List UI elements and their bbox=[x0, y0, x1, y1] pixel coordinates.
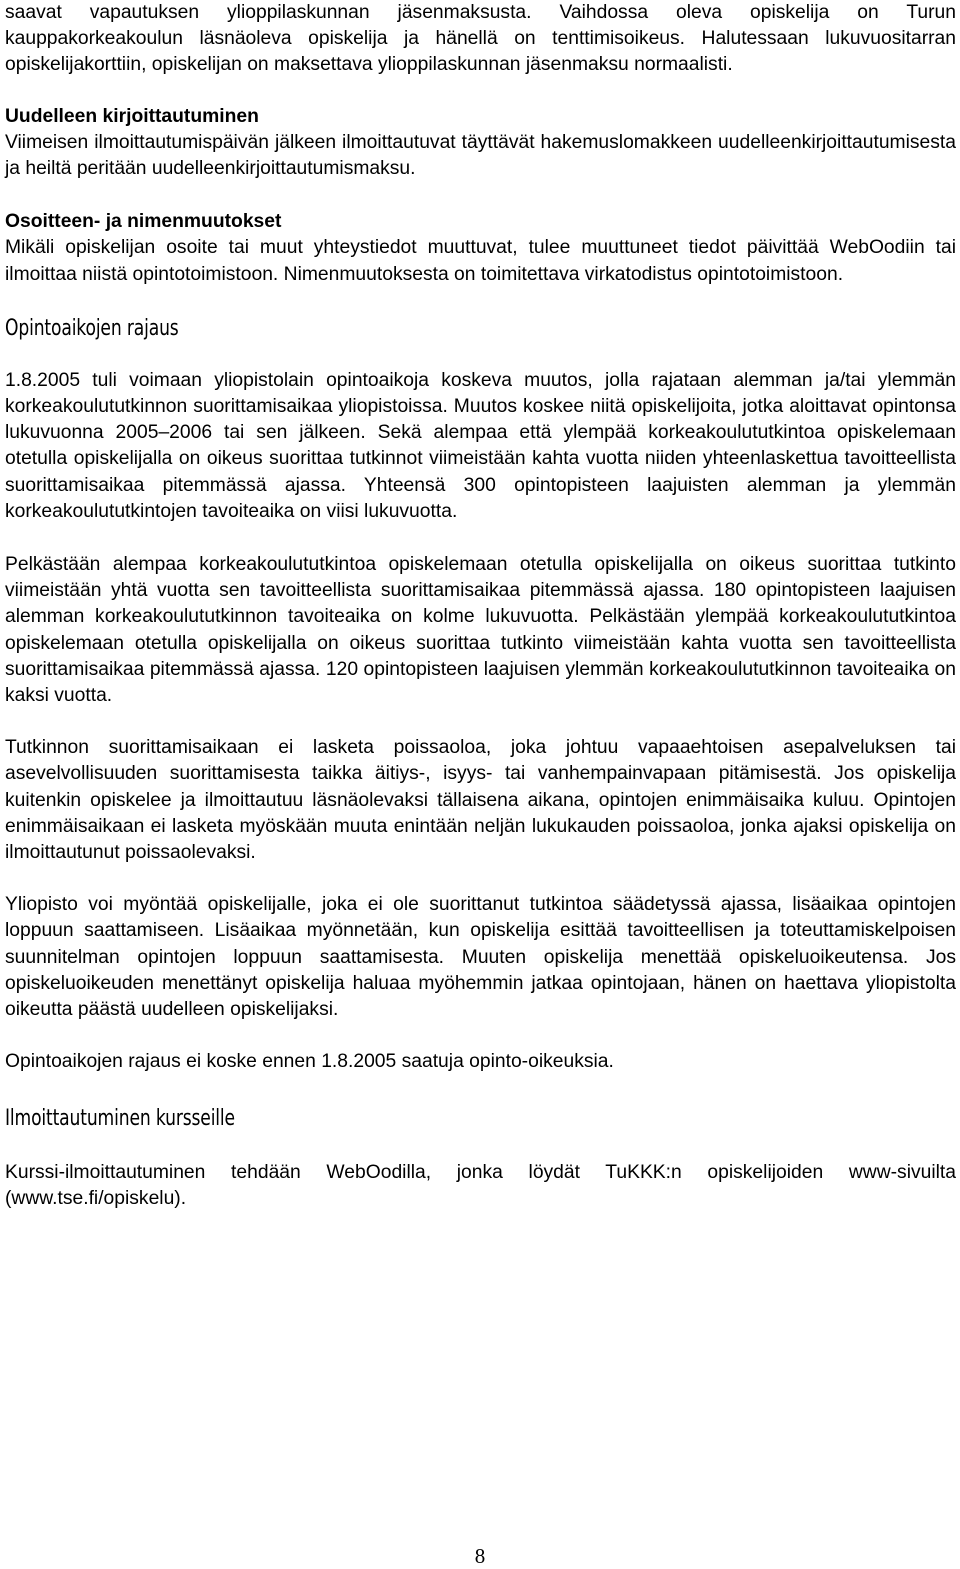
study-time-limits-paragraph-4: Yliopisto voi myöntää opiskelijalle, joka ei ole suorittanut tutkintoa säädetyssä ajassa, lisäaikaa opintojen loppuun saattamiseen. Lisäaikaa myönnetään, kun opiskelija esittää tavoitteellisen ja toteuttamiskelpoisen suunnitelman opintojen loppuun saattamisesta. Muuten opiskelija menettää opiskeluoikeutensa. Jos opiskeluoikeuden menettänyt opiskelija haluaa myöhemmin jatkaa opintojaan, hänen on haettava yliopistolta oikeutta päästä uudelleen opiskelijaksi. bbox=[5, 894, 956, 1021]
re-registration-body: Viimeisen ilmoittautumispäivän jälkeen ilmoittautuvat täyttävät hakemuslomakkeen uudelleenkirjoittautumisesta ja heiltä peritään uudelleenkirjoittautumismaksu. bbox=[5, 131, 956, 180]
study-time-limits-title: Opintoaikojen rajaus bbox=[5, 315, 179, 341]
course-registration-title: Ilmoittautuminen kursseille bbox=[5, 1105, 235, 1131]
study-time-limits-paragraph-3: Tutkinnon suorittamisaikaan ei lasketa poissaoloa, joka johtuu vapaaehtoisen asepalveluksen tai asevelvollisuuden suorittamisesta taikka äitiys-, isyys- tai vanhempainvapaan pitämisestä. Jos opiskelija kuitenkin opiskelee ja ilmoittautuu läsnäolevaksi tällaisena aikana, opintojen enimmäisaika kuluu. Opintojen enimmäisaikaan ei lasketa myöskään muuta enintään neljän lukukauden poissaoloa, jonka ajaksi opiskelija on ilmoittautunut poissaolevaksi. bbox=[5, 737, 956, 864]
study-time-limits-paragraph-1: 1.8.2005 tuli voimaan yliopistolain opintoaikoja koskeva muutos, jolla rajataan alemman ja/tai ylemmän korkeakoulututkinnon suorittamisaikaa yliopistoissa. Muutos koskee niitä opiskelijoita, jotka aloittavat opintonsa lukuvuonna 2005–2006 tai sen jälkeen. Sekä alempaa että ylempää korkeakoulututkintoa opiskelemaan otetulla opiskelijalla on oikeus suorittaa tutkinnot viimeistään kahta vuotta niiden yhteenlaskettua tavoitteellista suorittamisaikaa pitemmässä ajassa. Yhteensä 300 opintopisteen laajuisten alemman ja ylemmän korkeakoulututkintojen tavoiteaika on viisi lukuvuotta. bbox=[5, 369, 956, 522]
study-time-limits-paragraph-2: Pelkästään alempaa korkeakoulututkintoa opiskelemaan otetulla opiskelijalla on oikeus suorittaa tutkinto viimeistään yhtä vuotta sen tavoitteellista suorittamisaikaa pitemmässä ajassa. 180 opintopisteen laajuisen alemman korkeakoulututkinnon tavoiteaika on kolme lukuvuotta. Pelkästään ylempää korkeakoulututkintoa opiskelemaan otetulla opiskelijalla on oikeus suorittaa tutkinto viimeistään kahta vuotta sen tavoitteellista suorittamisaikaa pitemmässä ajassa. 120 opintopisteen laajuisen ylemmän korkeakoulututkinnon tavoiteaika on kaksi vuotta. bbox=[5, 554, 956, 707]
intro-paragraph: saavat vapautuksen ylioppilaskunnan jäsenmaksusta. Vaihdossa oleva opiskelija on Turun kauppakorkeakoulun läsnäoleva opiskelija ja hänellä on tenttimisoikeus. Halutessaan lukuvuositarran opiskelijakorttiin, opiskelijan on maksettava ylioppilaskunnan jäsenmaksu normaalisti. bbox=[5, 2, 956, 76]
course-registration-body: Kurssi-ilmoittautuminen tehdään WebOodilla, jonka löydät TuKKK:n opiskelijoiden www-sivuilta (www.tse.fi/opiskelu). bbox=[5, 1161, 956, 1209]
course-registration-section bbox=[5, 1104, 956, 1212]
re-registration-heading: Uudelleen kirjoittautuminen bbox=[5, 105, 259, 127]
study-time-limits-paragraph-5: Opintoaikojen rajaus ei koske ennen 1.8.2005 saatuja opinto-oikeuksia. bbox=[5, 1051, 614, 1073]
document-page bbox=[5, 0, 956, 1212]
page-number: 8 bbox=[474, 1544, 486, 1568]
study-time-limits-section bbox=[5, 314, 956, 1076]
re-registration-section bbox=[5, 104, 956, 183]
address-changes-heading: Osoitteen- ja nimenmuutokset bbox=[5, 211, 282, 233]
address-changes-section bbox=[5, 209, 956, 288]
address-changes-body: Mikäli opiskelijan osoite tai muut yhteystiedot muuttuvat, tulee muuttuneet tiedot päivittää WebOodiin tai ilmoittaa niistä opintotoimistoon. Nimenmuutoksesta on toimitettava virkatodistus opintotoimistoon. bbox=[5, 237, 956, 285]
